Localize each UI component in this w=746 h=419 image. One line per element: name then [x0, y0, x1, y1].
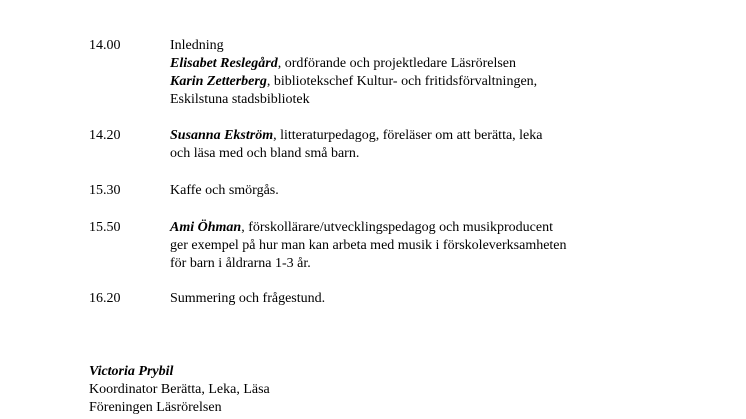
schedule-time: 16.20 [89, 291, 121, 306]
line-text: , förskollärare/utvecklingspedagog och musikproducent [241, 220, 554, 235]
schedule-time: 14.20 [89, 128, 121, 143]
schedule-content [170, 127, 730, 163]
schedule-line [170, 127, 730, 145]
schedule-line [170, 219, 730, 237]
line-text: Summering och frågestund. [170, 291, 326, 306]
speaker-name: Elisabet Reslegård [170, 56, 278, 71]
schedule-line [170, 73, 730, 91]
speaker-name: Karin Zetterberg [170, 74, 267, 89]
schedule-line [170, 237, 730, 255]
schedule-time: 15.30 [89, 183, 121, 198]
schedule-content [170, 219, 730, 273]
line-text: Inledning [170, 38, 224, 53]
schedule-line [170, 290, 730, 308]
schedule-content [170, 290, 730, 308]
line-text: för barn i åldrarna 1-3 år. [170, 256, 311, 271]
schedule-time: 14.00 [89, 38, 121, 53]
speaker-name: Susanna Ekström [170, 128, 274, 143]
schedule-time: 15.50 [89, 220, 121, 235]
line-text: Kaffe och smörgås. [170, 183, 279, 198]
schedule-content [170, 37, 730, 109]
schedule-line [170, 91, 730, 109]
line-text: Eskilstuna stadsbibliotek [170, 92, 310, 107]
schedule-content [170, 182, 730, 200]
signature-name: Victoria Prybil [89, 364, 174, 379]
line-text: , litteraturpedagog, föreläser om att berätta, leka [273, 128, 543, 143]
schedule-line [170, 255, 730, 273]
signature-title: Koordinator Berätta, Leka, Läsa [89, 382, 270, 397]
schedule-line [170, 37, 730, 55]
schedule-line [170, 55, 730, 73]
schedule-line [170, 182, 730, 200]
line-text: och läsa med och bland små barn. [170, 146, 360, 161]
signature-block [89, 363, 589, 417]
line-text: ger exempel på hur man kan arbeta med musik i förskoleverksamheten [170, 238, 567, 253]
line-text: , bibliotekschef Kultur- och fritidsförvaltningen, [266, 74, 538, 89]
speaker-name: Ami Öhman [170, 220, 242, 235]
signature-organization: Föreningen Läsrörelsen [89, 400, 222, 415]
line-text: , ordförande och projektledare Läsrörelsen [277, 56, 517, 71]
schedule-line [170, 145, 730, 163]
